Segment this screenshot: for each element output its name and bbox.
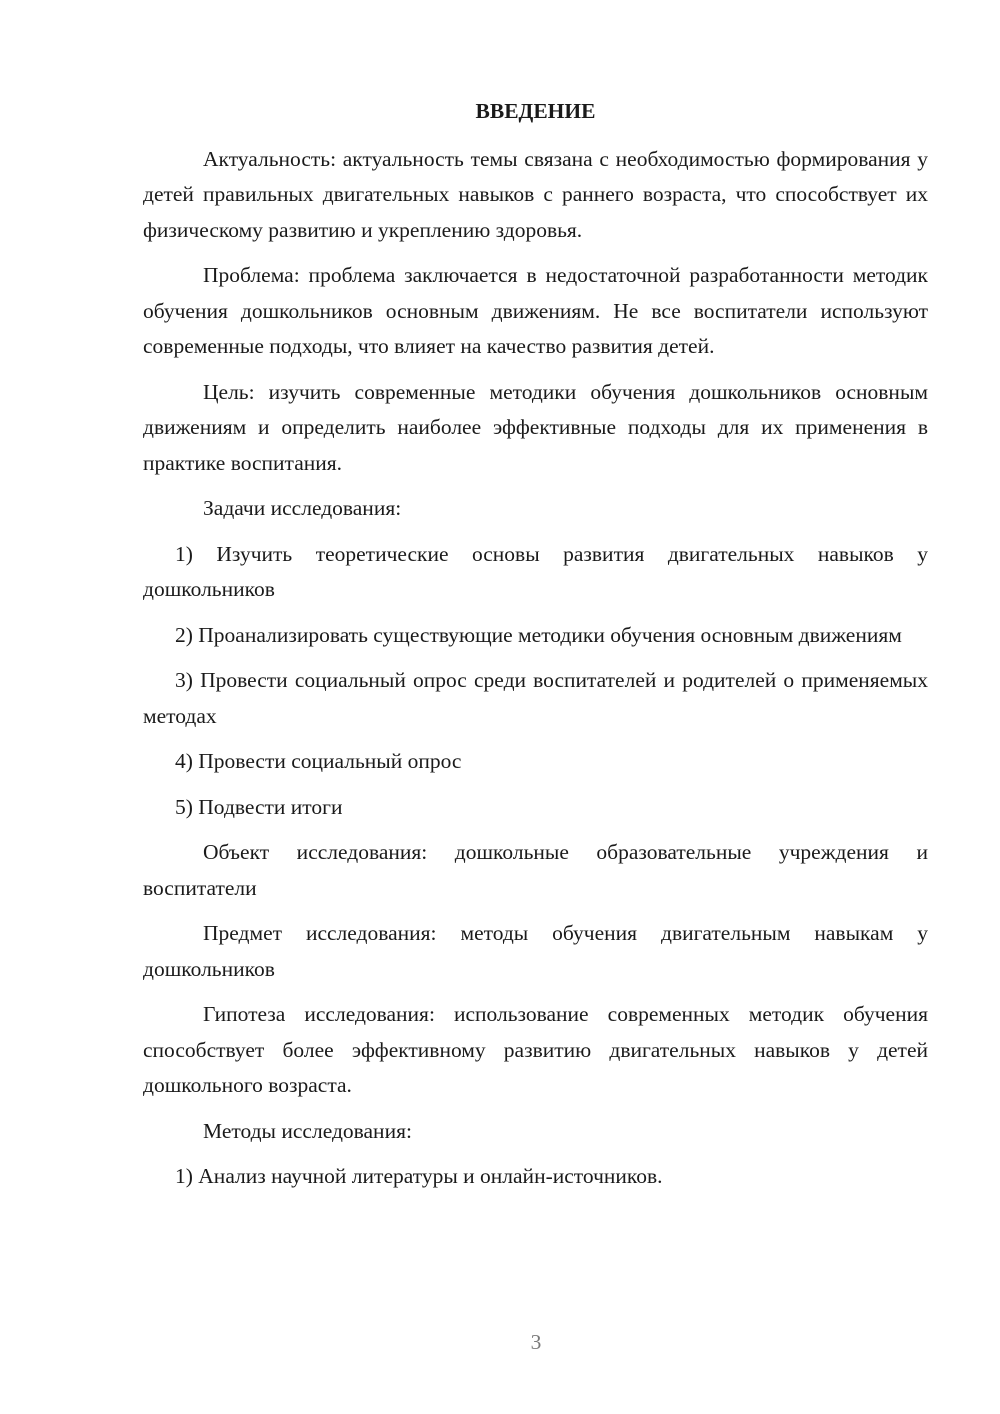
list-item-task-2: 2) Проанализировать существующие методики обучения основным движениям [175, 622, 902, 647]
list-item-task-3: 3) Провести социальный опрос среди воспитателей и родителей о применяемых методах [143, 668, 928, 728]
list-item-method-1: 1) Анализ научной литературы и онлайн-источников. [175, 1164, 663, 1188]
list-item-task-4: 4) Провести социальный опрос [175, 749, 462, 773]
document-page [143, 94, 928, 1205]
list-item-task-5: 5) Подвести итоги [175, 794, 343, 819]
list-item-task-1: 1) Изучить теоретические основы развития двигательных навыков у дошкольников [143, 541, 928, 601]
paragraph-tasks-heading: Задачи исследования: [203, 496, 402, 520]
paragraph-problem: Проблема: проблема заключается в недостаточной разработанности методик обучения дошкольников основным движениям. Не все воспитатели используют современные подходы, что влияет на качество развития детей. [143, 263, 928, 358]
paragraph-relevance: Актуальность: актуальность темы связана с необходимостью формирования у детей правильных двигательных навыков с раннего возраста, что способствует их физическому развитию и укреплению здоровья. [143, 146, 928, 242]
paragraph-hypothesis: Гипотеза исследования: использование современных методик обучения способствует более эффективному развитию двигательных навыков у детей дошкольного возраста. [143, 1002, 928, 1097]
paragraph-goal: Цель: изучить современные методики обучения дошкольников основным движениям и определить наиболее эффективные подходы для их применения в практике воспитания. [143, 379, 928, 475]
paragraph-object: Объект исследования: дошкольные образовательные учреждения и воспитатели [143, 840, 928, 900]
page-number: 3 [530, 1330, 542, 1354]
section-title: ВВЕДЕНИЕ [475, 99, 596, 123]
paragraph-subject: Предмет исследования: методы обучения двигательным навыкам у дошкольников [143, 921, 928, 981]
paragraph-methods-heading: Методы исследования: [203, 1118, 412, 1143]
